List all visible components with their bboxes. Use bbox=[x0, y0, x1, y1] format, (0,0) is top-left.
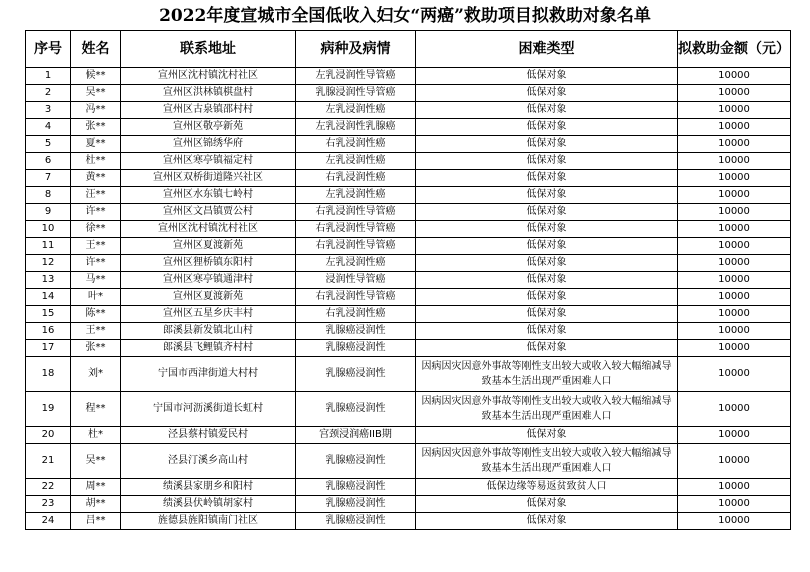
cell-name: 程** bbox=[71, 392, 121, 427]
cell-no: 23 bbox=[26, 496, 71, 513]
table-row bbox=[26, 357, 791, 392]
cell-difficulty: 低保对象 bbox=[416, 238, 678, 255]
cell-name: 王** bbox=[71, 323, 121, 340]
cell-name: 徐** bbox=[71, 221, 121, 238]
recipient-table bbox=[25, 30, 791, 530]
cell-address: 绩溪县家朋乡和阳村 bbox=[121, 479, 296, 496]
table-row bbox=[26, 444, 791, 479]
cell-no: 11 bbox=[26, 238, 71, 255]
cell-no: 22 bbox=[26, 479, 71, 496]
cell-no: 1 bbox=[26, 68, 71, 85]
cell-amount: 10000 bbox=[678, 85, 791, 102]
cell-amount: 10000 bbox=[678, 119, 791, 136]
cell-difficulty: 低保对象 bbox=[416, 153, 678, 170]
cell-difficulty: 因病因灾因意外事故等刚性支出较大或收入较大幅缩减导致基本生活出现严重困难人口 bbox=[416, 392, 678, 427]
cell-no: 8 bbox=[26, 187, 71, 204]
cell-name: 张** bbox=[71, 340, 121, 357]
cell-address: 宣州区寒亭镇通津村 bbox=[121, 272, 296, 289]
cell-amount: 10000 bbox=[678, 170, 791, 187]
cell-disease: 左乳浸润性癌 bbox=[296, 255, 416, 272]
cell-difficulty: 低保对象 bbox=[416, 427, 678, 444]
cell-name: 张** bbox=[71, 119, 121, 136]
cell-name: 胡** bbox=[71, 496, 121, 513]
cell-address: 宁国市河沥溪街道长虹村 bbox=[121, 392, 296, 427]
cell-no: 4 bbox=[26, 119, 71, 136]
cell-disease: 右乳浸润性癌 bbox=[296, 170, 416, 187]
cell-difficulty: 低保对象 bbox=[416, 255, 678, 272]
cell-amount: 10000 bbox=[678, 289, 791, 306]
table-row bbox=[26, 323, 791, 340]
header-disease: 病种及病情 bbox=[296, 31, 416, 68]
cell-name: 冯** bbox=[71, 102, 121, 119]
cell-difficulty: 低保对象 bbox=[416, 187, 678, 204]
cell-address: 宣州区夏渡新苑 bbox=[121, 289, 296, 306]
cell-address: 绩溪县伏岭镇胡家村 bbox=[121, 496, 296, 513]
table-row bbox=[26, 102, 791, 119]
cell-difficulty: 低保对象 bbox=[416, 85, 678, 102]
cell-disease: 右乳浸润性癌 bbox=[296, 136, 416, 153]
cell-address: 宣州区寒亭镇福定村 bbox=[121, 153, 296, 170]
cell-no: 6 bbox=[26, 153, 71, 170]
cell-name: 马** bbox=[71, 272, 121, 289]
cell-address: 宣州区水东镇七岭村 bbox=[121, 187, 296, 204]
cell-no: 17 bbox=[26, 340, 71, 357]
header-name: 姓名 bbox=[71, 31, 121, 68]
cell-address: 泾县蔡村镇爱民村 bbox=[121, 427, 296, 444]
table-row bbox=[26, 238, 791, 255]
cell-disease: 左乳浸润性乳腺癌 bbox=[296, 119, 416, 136]
cell-no: 2 bbox=[26, 85, 71, 102]
cell-disease: 宫颈浸润癌IIB期 bbox=[296, 427, 416, 444]
cell-address: 郎溪县飞鲤镇齐村村 bbox=[121, 340, 296, 357]
cell-name: 吴** bbox=[71, 85, 121, 102]
cell-amount: 10000 bbox=[678, 204, 791, 221]
cell-difficulty: 低保对象 bbox=[416, 323, 678, 340]
cell-disease: 浸润性导管癌 bbox=[296, 272, 416, 289]
cell-difficulty: 低保对象 bbox=[416, 340, 678, 357]
cell-address: 泾县汀溪乡高山村 bbox=[121, 444, 296, 479]
cell-disease: 右乳浸润性癌 bbox=[296, 306, 416, 323]
cell-no: 10 bbox=[26, 221, 71, 238]
table-row bbox=[26, 204, 791, 221]
cell-difficulty: 低保对象 bbox=[416, 306, 678, 323]
cell-disease: 乳腺癌浸润性 bbox=[296, 513, 416, 530]
cell-address: 宣州区沈村镇沈村社区 bbox=[121, 68, 296, 85]
header-amount: 拟救助金额（元） bbox=[678, 31, 791, 68]
cell-name: 汪** bbox=[71, 187, 121, 204]
header-address: 联系地址 bbox=[121, 31, 296, 68]
table-row bbox=[26, 392, 791, 427]
cell-name: 叶* bbox=[71, 289, 121, 306]
cell-difficulty: 因病因灾因意外事故等刚性支出较大或收入较大幅缩减导致基本生活出现严重困难人口 bbox=[416, 357, 678, 392]
table-row bbox=[26, 496, 791, 513]
cell-disease: 右乳浸润性导管癌 bbox=[296, 238, 416, 255]
cell-difficulty: 低保对象 bbox=[416, 102, 678, 119]
cell-name: 许** bbox=[71, 204, 121, 221]
header-difficulty: 困难类型 bbox=[416, 31, 678, 68]
cell-difficulty: 低保边缘等易返贫致贫人口 bbox=[416, 479, 678, 496]
cell-address: 宣州区洪林镇棋盘村 bbox=[121, 85, 296, 102]
cell-address: 宣州区文昌镇贾公村 bbox=[121, 204, 296, 221]
cell-difficulty: 低保对象 bbox=[416, 221, 678, 238]
cell-name: 杜** bbox=[71, 153, 121, 170]
table-row bbox=[26, 306, 791, 323]
cell-disease: 乳腺癌浸润性 bbox=[296, 392, 416, 427]
cell-amount: 10000 bbox=[678, 479, 791, 496]
cell-disease: 乳腺癌浸润性 bbox=[296, 444, 416, 479]
cell-amount: 10000 bbox=[678, 357, 791, 392]
cell-amount: 10000 bbox=[678, 238, 791, 255]
cell-amount: 10000 bbox=[678, 221, 791, 238]
cell-amount: 10000 bbox=[678, 187, 791, 204]
cell-difficulty: 低保对象 bbox=[416, 496, 678, 513]
cell-amount: 10000 bbox=[678, 102, 791, 119]
cell-no: 15 bbox=[26, 306, 71, 323]
cell-no: 16 bbox=[26, 323, 71, 340]
cell-no: 5 bbox=[26, 136, 71, 153]
cell-amount: 10000 bbox=[678, 323, 791, 340]
cell-disease: 左乳浸润性癌 bbox=[296, 187, 416, 204]
cell-disease: 乳腺癌浸润性 bbox=[296, 340, 416, 357]
cell-address: 宣州区敬亭新苑 bbox=[121, 119, 296, 136]
cell-difficulty: 低保对象 bbox=[416, 272, 678, 289]
cell-amount: 10000 bbox=[678, 444, 791, 479]
cell-address: 宣州区五星乡庆丰村 bbox=[121, 306, 296, 323]
cell-difficulty: 低保对象 bbox=[416, 68, 678, 85]
cell-no: 19 bbox=[26, 392, 71, 427]
cell-amount: 10000 bbox=[678, 153, 791, 170]
cell-disease: 乳腺癌浸润性 bbox=[296, 357, 416, 392]
cell-amount: 10000 bbox=[678, 340, 791, 357]
cell-amount: 10000 bbox=[678, 255, 791, 272]
cell-no: 3 bbox=[26, 102, 71, 119]
table-row bbox=[26, 221, 791, 238]
table-row bbox=[26, 68, 791, 85]
table-row bbox=[26, 187, 791, 204]
cell-name: 吴** bbox=[71, 444, 121, 479]
cell-amount: 10000 bbox=[678, 68, 791, 85]
cell-no: 20 bbox=[26, 427, 71, 444]
cell-amount: 10000 bbox=[678, 513, 791, 530]
cell-name: 吕** bbox=[71, 513, 121, 530]
header-no: 序号 bbox=[26, 31, 71, 68]
cell-disease: 右乳浸润性导管癌 bbox=[296, 204, 416, 221]
cell-disease: 右乳浸润性导管癌 bbox=[296, 221, 416, 238]
cell-name: 候** bbox=[71, 68, 121, 85]
table-row bbox=[26, 479, 791, 496]
table-body bbox=[26, 68, 791, 530]
cell-amount: 10000 bbox=[678, 272, 791, 289]
cell-disease: 左乳浸润性癌 bbox=[296, 153, 416, 170]
cell-name: 杜* bbox=[71, 427, 121, 444]
table-row bbox=[26, 119, 791, 136]
page-title: 2022年度宣城市全国低收入妇女“两癌”救助项目拟救助对象名单 bbox=[159, 6, 651, 26]
table-row bbox=[26, 289, 791, 306]
cell-address: 宁国市西津街道大村村 bbox=[121, 357, 296, 392]
cell-name: 黄** bbox=[71, 170, 121, 187]
table-row bbox=[26, 427, 791, 444]
table-row bbox=[26, 513, 791, 530]
cell-no: 24 bbox=[26, 513, 71, 530]
cell-name: 陈** bbox=[71, 306, 121, 323]
table-row bbox=[26, 272, 791, 289]
cell-name: 周** bbox=[71, 479, 121, 496]
cell-address: 郎溪县新发镇北山村 bbox=[121, 323, 296, 340]
cell-name: 王** bbox=[71, 238, 121, 255]
cell-difficulty: 低保对象 bbox=[416, 170, 678, 187]
table-row bbox=[26, 85, 791, 102]
cell-difficulty: 低保对象 bbox=[416, 136, 678, 153]
table-row bbox=[26, 153, 791, 170]
cell-difficulty: 因病因灾因意外事故等刚性支出较大或收入较大幅缩减导致基本生活出现严重困难人口 bbox=[416, 444, 678, 479]
cell-address: 宣州区狸桥镇东阳村 bbox=[121, 255, 296, 272]
cell-amount: 10000 bbox=[678, 427, 791, 444]
cell-no: 7 bbox=[26, 170, 71, 187]
cell-amount: 10000 bbox=[678, 392, 791, 427]
cell-disease: 左乳浸润性导管癌 bbox=[296, 68, 416, 85]
cell-difficulty: 低保对象 bbox=[416, 204, 678, 221]
table-header-row bbox=[26, 31, 791, 68]
table-row bbox=[26, 136, 791, 153]
cell-address: 宣州区古泉镇邵村村 bbox=[121, 102, 296, 119]
table-row bbox=[26, 170, 791, 187]
cell-address: 宣州区锦绣华府 bbox=[121, 136, 296, 153]
cell-difficulty: 低保对象 bbox=[416, 289, 678, 306]
cell-name: 刘* bbox=[71, 357, 121, 392]
cell-name: 许** bbox=[71, 255, 121, 272]
cell-disease: 乳腺癌浸润性 bbox=[296, 479, 416, 496]
cell-amount: 10000 bbox=[678, 306, 791, 323]
cell-difficulty: 低保对象 bbox=[416, 513, 678, 530]
cell-address: 旌德县旌阳镇南门社区 bbox=[121, 513, 296, 530]
cell-amount: 10000 bbox=[678, 136, 791, 153]
table-row bbox=[26, 340, 791, 357]
cell-difficulty: 低保对象 bbox=[416, 119, 678, 136]
cell-no: 12 bbox=[26, 255, 71, 272]
cell-disease: 乳腺癌浸润性 bbox=[296, 496, 416, 513]
cell-no: 18 bbox=[26, 357, 71, 392]
cell-name: 夏** bbox=[71, 136, 121, 153]
cell-no: 21 bbox=[26, 444, 71, 479]
cell-disease: 左乳浸润性癌 bbox=[296, 102, 416, 119]
cell-disease: 乳腺浸润性导管癌 bbox=[296, 85, 416, 102]
cell-address: 宣州区夏渡新苑 bbox=[121, 238, 296, 255]
cell-address: 宣州区沈村镇沈村社区 bbox=[121, 221, 296, 238]
cell-no: 9 bbox=[26, 204, 71, 221]
cell-disease: 乳腺癌浸润性 bbox=[296, 323, 416, 340]
table-row bbox=[26, 255, 791, 272]
cell-no: 13 bbox=[26, 272, 71, 289]
cell-no: 14 bbox=[26, 289, 71, 306]
cell-disease: 右乳浸润性导管癌 bbox=[296, 289, 416, 306]
cell-address: 宣州区双桥街道隆兴社区 bbox=[121, 170, 296, 187]
cell-amount: 10000 bbox=[678, 496, 791, 513]
